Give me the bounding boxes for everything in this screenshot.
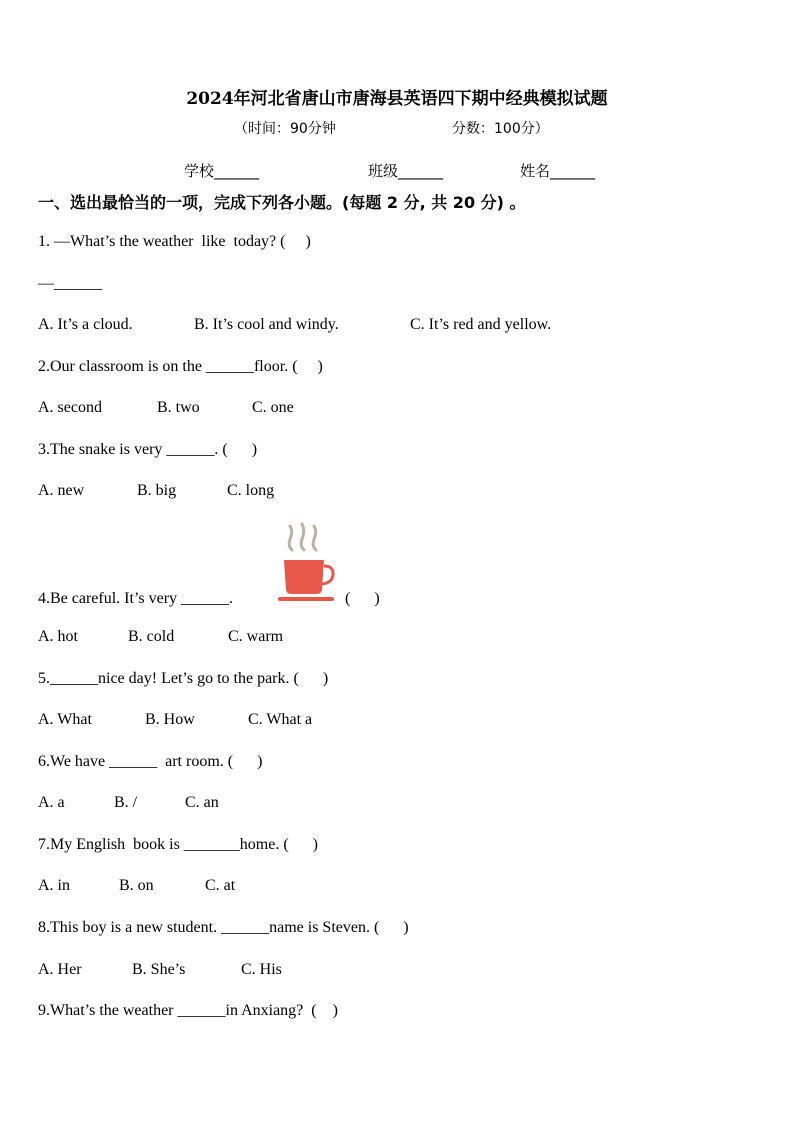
- q5-option-c: C. What a: [248, 711, 313, 728]
- q1-option-c: C. It’s red and yellow.: [410, 316, 552, 333]
- question-6: 6.We have ______ art room. ( ): [38, 753, 263, 770]
- class-field: 班级______: [368, 162, 444, 180]
- exam-score: 分数：100分）: [452, 121, 549, 137]
- q4-option-c: C. warm: [228, 628, 284, 645]
- q6-option-a: A. a: [38, 794, 65, 811]
- question-8: 8.This boy is a new student. ______name is Steven. ( ): [38, 919, 409, 936]
- question-1: 1. —What’s the weather like today? ( ): [38, 233, 311, 250]
- question-2: 2.Our classroom is on the ______floor. ( ): [38, 358, 323, 375]
- hot-cup-icon: [274, 520, 338, 604]
- question-9: 9.What’s the weather ______in Anxiang? ( ): [38, 1002, 338, 1019]
- q7-option-b: B. on: [119, 877, 154, 894]
- q5-option-b: B. How: [145, 711, 195, 728]
- question-3: 3.The snake is very ______. ( ): [38, 441, 258, 458]
- q2-option-b: B. two: [157, 399, 200, 416]
- q3-option-c: C. long: [227, 482, 275, 499]
- q4-option-a: A. hot: [38, 628, 78, 645]
- q4-option-b: B. cold: [128, 628, 175, 645]
- question-4-paren: ( ): [345, 590, 380, 607]
- question-5: 5.______nice day! Let’s go to the park. ( ): [38, 670, 329, 687]
- q6-option-c: C. an: [185, 794, 219, 811]
- q5-option-a: A. What: [38, 711, 92, 728]
- q8-option-c: C. His: [241, 961, 282, 978]
- q8-option-a: A. Her: [38, 961, 82, 978]
- page-title: 2024年河北省唐山市唐海县英语四下期中经典模拟试题: [186, 89, 608, 109]
- exam-time: （时间：90分钟: [234, 121, 336, 137]
- q7-option-a: A. in: [38, 877, 70, 894]
- q6-option-b: B. /: [114, 794, 138, 811]
- q1-option-a: A. It’s a cloud.: [38, 316, 133, 333]
- question-1-answer-line: —______: [38, 275, 102, 292]
- q3-option-b: B. big: [137, 482, 177, 499]
- name-field: 姓名______: [520, 162, 596, 180]
- q2-option-a: A. second: [38, 399, 102, 416]
- question-7: 7.My English book is _______home. ( ): [38, 836, 318, 853]
- q7-option-c: C. at: [205, 877, 236, 894]
- q1-option-b: B. It’s cool and windy.: [194, 316, 339, 333]
- q2-option-c: C. one: [252, 399, 294, 416]
- section-heading: 一、选出最恰当的一项，完成下列各小题。(每题 2 分, 共 20 分) 。: [38, 193, 526, 212]
- q8-option-b: B. She’s: [132, 961, 186, 978]
- q3-option-a: A. new: [38, 482, 85, 499]
- question-4: 4.Be careful. It’s very ______.: [38, 590, 234, 607]
- school-field: 学校______: [184, 162, 260, 180]
